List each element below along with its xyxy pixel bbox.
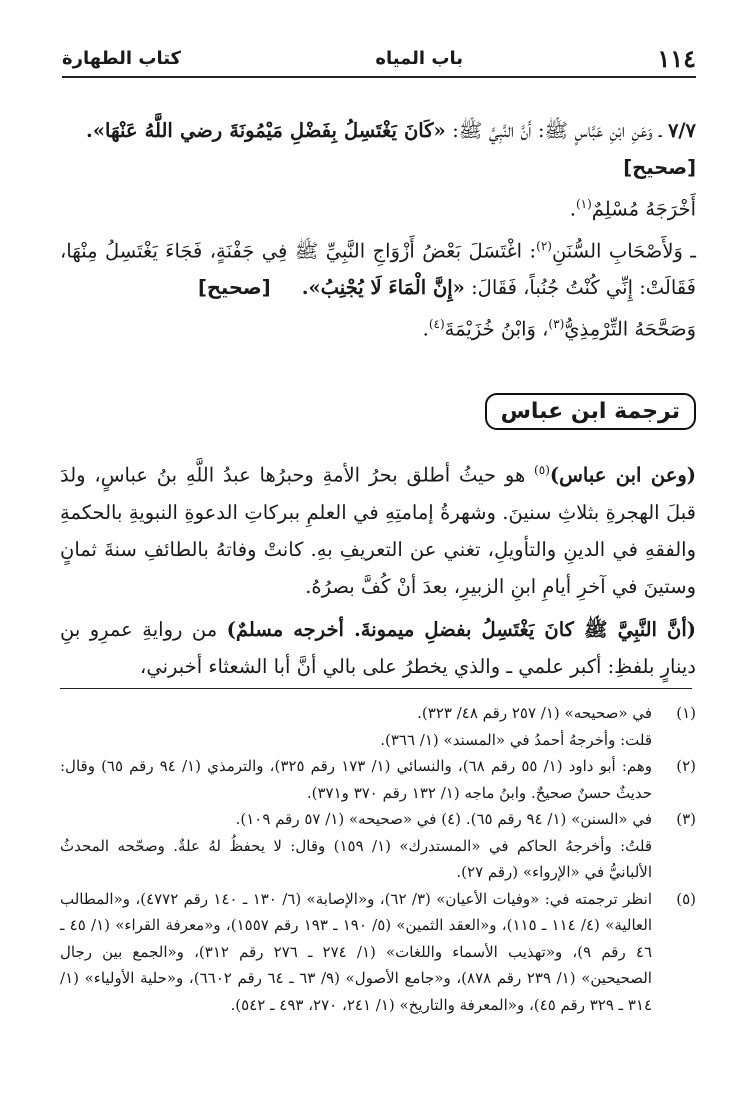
footnote-1	[60, 700, 696, 753]
footnotes	[60, 700, 696, 1018]
tashih-end: .	[422, 317, 429, 341]
tashih-paragraph	[60, 306, 696, 348]
ashab-quote: «إِنَّ الْمَاءَ لَا يُجْنِبُ».	[301, 276, 465, 299]
footnote-number: (١)	[676, 704, 696, 722]
footnote-3	[60, 806, 696, 886]
commentary-quote: (أنَّ النَّبِيَّ ﷺ كانَ يَغْتَسِلُ بفضلِ ميمونةَ. أخرجه مسلمٌ)	[226, 617, 696, 641]
hadith-matn: «كَانَ يَغْتَسِلُ بِفَضْلِ مَيْمُونَةَ رضي اللَّهُ عَنْهَا».	[86, 119, 446, 142]
footnote-line: في «صحيحه» (١/ ٢٥٧ رقم ٤٨/ ٣٢٣).	[417, 704, 652, 722]
tashih-mid: ، وَابْنُ خُزَيْمَةَ	[444, 317, 549, 341]
footnote-line: في «صحيحه» (١/ ٥٧ رقم ١٠٩).	[235, 810, 437, 828]
footnote-5	[60, 886, 696, 1019]
footnote-2	[60, 753, 696, 806]
footnote-ref-4: (٤)	[428, 317, 445, 331]
ashab-lead: ـ وَلأَصْحَابِ السُّنَنِ	[551, 239, 697, 262]
biography-text: هو حيثُ أطلق بحرُ الأمةِ وحبرُها عبدُ اللَّهِ بنُ عباسٍ، ولدَ قبلَ الهجرةِ بثلاثِ سنينَ. وشهرةُ إمامتِهِ في العلمِ ببركاتِ الدعوةِ النبويةِ بالحكمةِ والفقهِ في الدينِ والتأويلِ، تغني عن التعريفِ بهِ. كانتْ وفاتهُ بالطائفِ سنةَ ثمانٍ وستينَ في آخرِ أيامِ ابنِ الزبيرِ، بعدَ أنْ كُفَّ بصرُهُ.	[60, 463, 696, 598]
footnote-number: (٤)	[441, 810, 462, 828]
footnote-ref-1: (١)	[575, 197, 592, 211]
page-number: ١١٤	[657, 43, 696, 73]
hadith-source: أَخْرَجَهُ مُسْلِمٌ$^{(١)}$.	[569, 197, 696, 221]
hadith-block	[60, 112, 696, 348]
biography-title: ترجمة ابن عباس	[485, 393, 696, 430]
biography-paragraph	[60, 452, 696, 605]
chapter-title: باب المياه	[375, 47, 463, 69]
ashab-text: : اغْتَسَلَ بَعْضُ أَزْوَاجِ النَّبِيِّ ﷺ فِي جَفْنَةٍ، فَجَاءَ يَغْتَسِلُ مِنْهَا، فَقَالَتْ: إِنِّي كُنْتُ جُنُباً، فَقَالَ:	[60, 239, 696, 299]
biography-title-box	[485, 393, 696, 430]
commentary-text: من روايةِ عمرِو بنِ دينارٍ بلفظِ: أكبر علمي ـ والذي يخطرُ على بالي أنَّ أبا الشعثاء أخبرني،	[60, 617, 696, 678]
source-text: أَخْرَجَهُ مُسْلِمٌ	[591, 197, 696, 221]
footnote-number: (٥)	[676, 889, 696, 908]
hadith-paragraph	[60, 112, 696, 186]
ashab-paragraph	[60, 228, 696, 307]
footnote-ref-3: (٣)	[548, 317, 565, 331]
ashab-grade: [صحيح]	[197, 276, 271, 299]
footnote-line: قلتُ: وأخرجهُ الحاكم في «المستدرك» (١/ ١٥٩) وقال: لا يحفظُ لهُ علةٌ. وصحّحه المحدثُ الألبانيُّ في «الإرواء» (رقم ٢٧).	[60, 836, 653, 881]
commentary-paragraph	[60, 611, 696, 685]
footnote-line: قلت: وأخرجهُ أحمدُ في «المسند» (١/ ٣٦٦).	[380, 730, 652, 749]
footnote-line: في «السنن» (١/ ٩٤ رقم ٦٥).	[465, 810, 652, 828]
footnote-number: (٢)	[676, 757, 696, 775]
footnote-ref-5: (٥)	[534, 463, 550, 477]
book-title: كتاب الطهارة	[62, 47, 182, 69]
footnote-ref-2: (٢)	[536, 238, 552, 253]
footnote-line: انظر ترجمته في: «وفيات الأعيان» (٣/ ٦٢)، و«الإصابة» (٦/ ١٣٠ ـ ١٤٠ رقم ٤٧٧٢)، و«المطالب العالية» (٤/ ١١٤ ـ ١١٥)، و«العقد الثمين» (٥/ ١٩٠ ـ ١٩٣ رقم ١٥٥٧)، و«معرفة القراء» (١/ ٤٥ ـ ٤٦ رقم ٩)، و«تهذيب الأسماء واللغات» (١/ ٢٧٤ ـ ٢٧٦ رقم ٣١٢)، و«الجمع بين رجال الصحيحين» (١/ ٢٣٩ رقم ٨٧٨)، و«جامع الأصول» (٩/ ٦٣ ـ ٦٤ رقم ٦٦٠٢)، و«حلية الأولياء» (١/ ٣١٤ ـ ٣٢٩ رقم ٤٥)، و«المعرفة والتاريخ» (١/ ٢٤١، ٢٧٠، ٤٩٣ ـ ٥٤٢).	[60, 889, 653, 1014]
hadith-opening: ـ وَعَنِ ابْنِ عَبَّاسٍ ﷺ: أَنَّ النَّبِيَّ ﷺ:	[452, 119, 662, 142]
biography-lead: (وعن ابن عباس)	[549, 463, 696, 487]
footnote-line: وهم: أبو داود (١/ ٥٥ رقم ٦٨)، والنسائي (١/ ١٧٣ رقم ٣٢٥)، والترمذي (١/ ٩٤ رقم ٦٥) وقال: حديثٌ حسنٌ صحيحٌ. وابنُ ماجه (١/ ١٣٢ رقم ٣٧٠ و٣٧١).	[60, 757, 653, 802]
biography-block	[60, 452, 696, 685]
running-header	[62, 40, 696, 78]
hadith-grade: [صحيح]	[623, 156, 696, 179]
footnote-number: (٣)	[676, 810, 696, 828]
hadith-number: ٧/٧	[667, 119, 697, 142]
footnote-4-inline	[236, 810, 461, 828]
footnote-separator	[60, 688, 692, 689]
tashih-lead: وَصَحَّحَهُ التِّرْمِذِيُّ	[564, 317, 696, 341]
